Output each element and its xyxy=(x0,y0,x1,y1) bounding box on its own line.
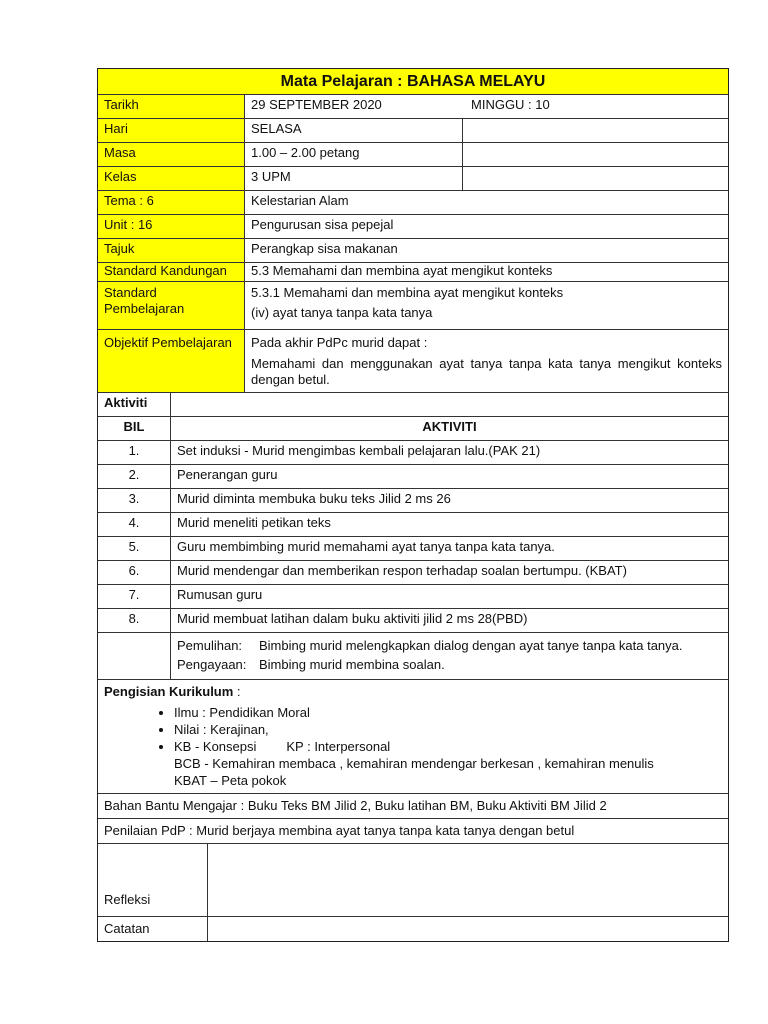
sp-line2: (iv) ayat tanya tanpa kata tanya xyxy=(251,305,433,320)
value-standard-pembelajaran xyxy=(245,282,728,329)
row-tarikh xyxy=(98,95,728,119)
label-tarikh: Tarikh xyxy=(98,95,245,118)
label-unit: Unit : 16 xyxy=(98,215,245,238)
value-tajuk: Perangkap sisa makanan xyxy=(251,241,398,256)
pengayaan-label: Pengayaan: xyxy=(177,657,247,672)
row-tajuk xyxy=(98,239,728,263)
row-tema xyxy=(98,191,728,215)
kp-text: KP : Interpersonal xyxy=(286,739,391,754)
activity-no: 7. xyxy=(98,585,171,608)
list-item xyxy=(174,738,722,755)
value-masa-extra xyxy=(463,143,728,166)
lesson-plan-table xyxy=(97,68,729,942)
value-unit: Pengurusan sisa pepejal xyxy=(251,217,394,232)
activities-header xyxy=(98,417,728,441)
table-row xyxy=(98,465,728,489)
pengayaan-text: Bimbing murid membina soalan. xyxy=(259,657,445,672)
row-catatan xyxy=(98,917,728,941)
row-kelas xyxy=(98,167,728,191)
header-bil: BIL xyxy=(98,417,171,440)
table-row xyxy=(98,561,728,585)
table-row xyxy=(98,513,728,537)
objektif-line1: Pada akhir PdPc murid dapat : xyxy=(251,335,428,350)
remedial-content xyxy=(171,633,728,679)
subject-title: Mata Pelajaran : BAHASA MELAYU xyxy=(280,72,546,90)
label-standard-pembelajaran: Standard Pembelajaran xyxy=(98,282,245,329)
kbat-text: KBAT – Peta pokok xyxy=(174,773,287,788)
row-aktiviti-label xyxy=(98,393,728,417)
value-tarikh: 29 SEPTEMBER 2020 xyxy=(251,97,382,112)
kurikulum-list xyxy=(104,704,722,755)
value-tarikh-group xyxy=(245,95,728,118)
header-aktiviti: AKTIVITI xyxy=(422,419,477,434)
aktiviti-label-blank xyxy=(171,393,728,416)
row-penilaian xyxy=(98,819,728,844)
value-kelas: 3 UPM xyxy=(245,167,463,190)
value-objektif xyxy=(245,330,728,392)
subject-header xyxy=(98,69,728,95)
table-row xyxy=(98,537,728,561)
value-kelas-extra xyxy=(463,167,728,190)
kb-text: KB - Konsepsi xyxy=(174,739,257,754)
activity-text: Murid diminta membuka buku teks Jilid 2 ms 26 xyxy=(177,491,451,506)
value-standard-kandungan: 5.3 Memahami dan membina ayat mengikut konteks xyxy=(251,263,553,278)
row-kurikulum xyxy=(98,680,728,794)
activity-no: 1. xyxy=(98,441,171,464)
row-bahan xyxy=(98,794,728,819)
aktiviti-label: Aktiviti xyxy=(98,393,171,416)
kurikulum-content xyxy=(98,680,728,793)
activity-no: 3. xyxy=(98,489,171,512)
pemulihan-label: Pemulihan: xyxy=(177,638,243,653)
table-row xyxy=(98,609,728,633)
activity-text: Murid membuat latihan dalam buku aktiviti jilid 2 ms 28(PBD) xyxy=(177,611,528,626)
value-hari-extra xyxy=(463,119,728,142)
remedial-blank xyxy=(98,633,171,679)
table-row xyxy=(98,489,728,513)
value-hari: SELASA xyxy=(245,119,463,142)
activity-no: 8. xyxy=(98,609,171,632)
row-refleksi xyxy=(98,844,728,917)
label-standard-kandungan: Standard Kandungan xyxy=(98,263,245,281)
value-tema: Kelestarian Alam xyxy=(251,193,349,208)
value-minggu: MINGGU : 10 xyxy=(471,97,550,112)
pemulihan-text: Bimbing murid melengkapkan dialog dengan ayat tanye tanpa kata tanya. xyxy=(259,638,683,653)
refleksi-label: Refleksi xyxy=(98,844,208,916)
row-standard-pembelajaran xyxy=(98,282,728,330)
bcb-text: BCB - Kemahiran membaca , kemahiran mendengar berkesan , kemahiran menulis xyxy=(174,756,654,771)
activity-no: 4. xyxy=(98,513,171,536)
catatan-label: Catatan xyxy=(98,917,208,941)
activity-no: 5. xyxy=(98,537,171,560)
row-hari xyxy=(98,119,728,143)
activity-text: Murid meneliti petikan teks xyxy=(177,515,331,530)
objektif-line2: Memahami dan menggunakan ayat tanya tanpa kata tanya mengikut konteks dengan betul. xyxy=(251,356,722,387)
row-remedial xyxy=(98,633,728,680)
label-tajuk: Tajuk xyxy=(98,239,245,262)
penilaian-text: Penilaian PdP : Murid berjaya membina ayat tanya tanpa kata tanya dengan betul xyxy=(104,823,575,838)
activity-text: Guru membimbing murid memahami ayat tanya tanpa kata tanya. xyxy=(177,539,555,554)
row-standard-kandungan xyxy=(98,263,728,282)
list-item: • Nilai : Kerajinan, xyxy=(174,721,722,738)
label-masa: Masa xyxy=(98,143,245,166)
sp-line1: 5.3.1 Memahami dan membina ayat mengikut konteks xyxy=(251,285,564,300)
table-row xyxy=(98,441,728,465)
label-objektif: Objektif Pembelajaran xyxy=(98,330,245,392)
kurikulum-title: Pengisian Kurikulum xyxy=(104,684,234,699)
activity-text: Murid mendengar dan memberikan respon terhadap soalan bertumpu. (KBAT) xyxy=(177,563,627,578)
activity-no: 2. xyxy=(98,465,171,488)
row-masa xyxy=(98,143,728,167)
activity-text: Set induksi - Murid mengimbas kembali pelajaran lalu.(PAK 21) xyxy=(177,443,541,458)
list-item: • Ilmu : Pendidikan Moral xyxy=(174,704,722,721)
bahan-text: Bahan Bantu Mengajar : Buku Teks BM Jilid 2, Buku latihan BM, Buku Aktiviti BM Jilid 2 xyxy=(104,798,607,813)
activity-no: 6. xyxy=(98,561,171,584)
row-objektif xyxy=(98,330,728,393)
kurikulum-colon: : xyxy=(233,684,241,699)
label-kelas: Kelas xyxy=(98,167,245,190)
activity-text: Rumusan guru xyxy=(177,587,263,602)
refleksi-value xyxy=(208,844,728,916)
row-unit xyxy=(98,215,728,239)
label-hari: Hari xyxy=(98,119,245,142)
label-tema: Tema : 6 xyxy=(98,191,245,214)
catatan-value xyxy=(208,917,728,941)
activity-text: Penerangan guru xyxy=(177,467,278,482)
value-masa: 1.00 – 2.00 petang xyxy=(245,143,463,166)
table-row xyxy=(98,585,728,609)
